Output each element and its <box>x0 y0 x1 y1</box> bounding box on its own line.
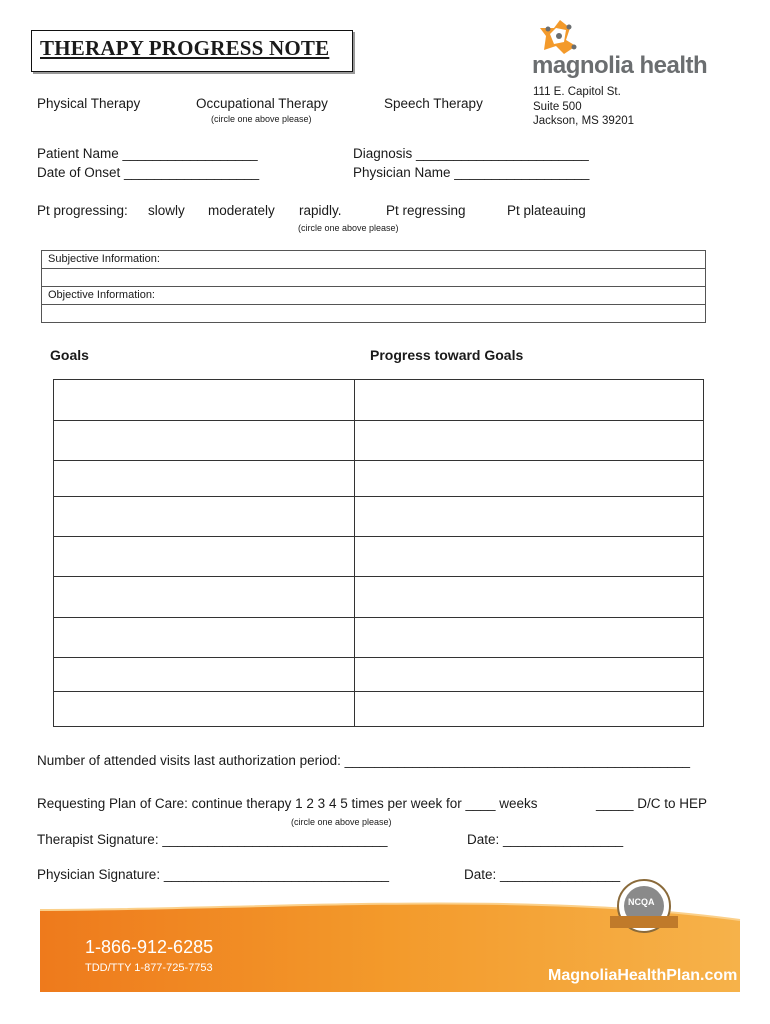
address-line: Jackson, MS 39201 <box>533 115 635 127</box>
progress-option-plateauing[interactable]: Pt plateauing <box>507 203 586 218</box>
circle-note: (circle one above please) <box>298 223 399 233</box>
logo-text: magnolia health <box>532 52 708 79</box>
progress-label: Pt progressing: <box>37 203 128 218</box>
therapy-option-physical[interactable]: Physical Therapy <box>37 96 141 111</box>
tdd-number: TDD/TTY 1-877-725-7753 <box>85 962 213 974</box>
physician-name-field[interactable]: Physician Name __________________ <box>353 165 590 180</box>
plan-of-care-field[interactable]: Requesting Plan of Care: continue therapy 1 2 3 4 5 times per week for ____ weeks <box>37 796 538 811</box>
goal-cell[interactable] <box>54 537 355 577</box>
dc-to-hep-field[interactable]: _____ D/C to HEP <box>596 796 708 811</box>
table-row <box>54 497 704 537</box>
subjective-field[interactable] <box>42 269 705 287</box>
goal-cell[interactable] <box>54 461 355 497</box>
address-line: Suite 500 <box>533 100 582 113</box>
table-row <box>54 537 704 577</box>
progress-cell[interactable] <box>355 537 704 577</box>
progress-cell[interactable] <box>355 577 704 618</box>
goal-cell[interactable] <box>54 692 355 727</box>
date-of-onset-field[interactable]: Date of Onset __________________ <box>37 165 260 180</box>
progress-option-moderately[interactable]: moderately <box>208 203 275 218</box>
ncqa-seal-text: NCQA <box>628 897 655 907</box>
goal-cell[interactable] <box>54 577 355 618</box>
circle-note: (circle one above please) <box>211 114 312 124</box>
progress-cell[interactable] <box>355 497 704 537</box>
therapist-signature-field[interactable]: Therapist Signature: ______________________________ <box>37 832 388 847</box>
diagnosis-field[interactable]: Diagnosis _______________________ <box>353 146 589 161</box>
progress-cell[interactable] <box>355 461 704 497</box>
table-row <box>54 380 704 421</box>
goal-cell[interactable] <box>54 380 355 421</box>
goals-heading: Goals <box>50 347 89 363</box>
progress-goals-heading: Progress toward Goals <box>370 347 524 363</box>
attended-visits-field[interactable]: Number of attended visits last authorization period: ______________________________________________ <box>37 753 691 768</box>
progress-cell[interactable] <box>355 692 704 727</box>
progress-option-slowly[interactable]: slowly <box>148 203 185 218</box>
table-row <box>54 692 704 727</box>
ncqa-seal-icon <box>604 876 684 938</box>
objective-field[interactable] <box>42 305 705 322</box>
table-row <box>54 577 704 618</box>
physician-signature-field[interactable]: Physician Signature: ______________________________ <box>37 867 390 882</box>
phone-number: 1-866-912-6285 <box>85 937 214 957</box>
goal-cell[interactable] <box>54 497 355 537</box>
subjective-label: Subjective Information: <box>42 251 705 269</box>
address-block <box>533 85 634 129</box>
goal-cell[interactable] <box>54 658 355 692</box>
progress-cell[interactable] <box>355 380 704 421</box>
page-title: THERAPY PROGRESS NOTE <box>40 36 330 60</box>
progress-option-regressing[interactable]: Pt regressing <box>386 203 466 218</box>
therapy-option-occupational[interactable]: Occupational Therapy <box>196 96 328 111</box>
info-box <box>41 250 706 323</box>
circle-note: (circle one above please) <box>291 817 392 827</box>
progress-cell[interactable] <box>355 421 704 461</box>
address-line: 111 E. Capitol St. <box>533 86 621 98</box>
website-link[interactable]: MagnoliaHealthPlan.com <box>548 967 738 984</box>
patient-name-field[interactable]: Patient Name __________________ <box>37 146 258 161</box>
therapist-date-field[interactable]: Date: ________________ <box>467 832 624 847</box>
therapy-option-speech[interactable]: Speech Therapy <box>384 96 483 111</box>
goal-cell[interactable] <box>54 618 355 658</box>
table-row <box>54 658 704 692</box>
table-row <box>54 461 704 497</box>
progress-cell[interactable] <box>355 618 704 658</box>
goal-cell[interactable] <box>54 421 355 461</box>
objective-label: Objective Information: <box>42 287 705 305</box>
physician-date-field[interactable]: Date: ________________ <box>464 867 621 882</box>
table-row <box>54 421 704 461</box>
goals-table <box>53 379 704 727</box>
progress-cell[interactable] <box>355 658 704 692</box>
progress-option-rapidly[interactable]: rapidly. <box>299 203 342 218</box>
table-row <box>54 618 704 658</box>
